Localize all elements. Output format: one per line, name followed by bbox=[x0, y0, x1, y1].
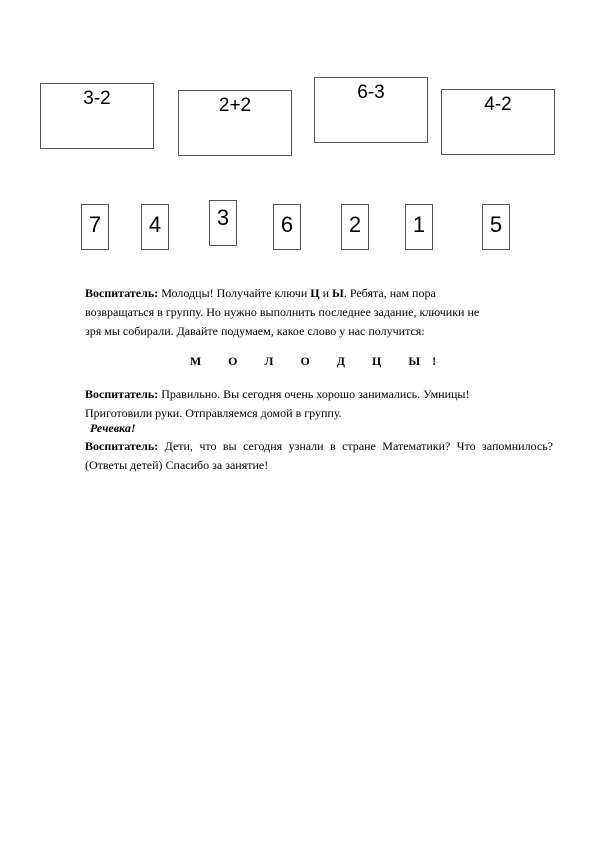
number-text: 4 bbox=[148, 212, 162, 237]
answer-word: М О Л О Д Ц Ы! bbox=[189, 354, 449, 368]
expression-card-3 bbox=[314, 77, 428, 143]
number-card-2 bbox=[141, 204, 169, 250]
number-card-5 bbox=[341, 204, 369, 250]
number-text: 2 bbox=[348, 212, 362, 237]
expression-text: 6-3 bbox=[357, 82, 385, 103]
text-segment: Правильно. Вы сегодня очень хорошо занимались. Умницы! bbox=[158, 387, 470, 401]
expression-card-1 bbox=[40, 83, 154, 149]
paragraph-teacher-3 bbox=[85, 437, 553, 475]
paragraph-teacher-2 bbox=[85, 385, 553, 423]
paragraph-line bbox=[85, 284, 553, 303]
number-text: 1 bbox=[412, 212, 426, 237]
number-text: 6 bbox=[280, 212, 294, 237]
speaker-label: Воспитатель: bbox=[85, 439, 159, 453]
number-card-4 bbox=[273, 204, 301, 250]
speaker-label: Воспитатель: bbox=[85, 286, 159, 300]
letter-key: Ы bbox=[332, 286, 344, 300]
paragraph-line: зря мы собирали. Давайте подумаем, какое слово у нас получится: bbox=[85, 324, 425, 338]
chant-label: Речевка! bbox=[90, 421, 136, 435]
paragraph-teacher-1 bbox=[85, 284, 553, 341]
paragraph-line: Приготовили руки. Отправляемся домой в группу. bbox=[85, 406, 342, 420]
text-segment: Дети, что вы сегодня узнали в стране Математики? Что запомнилось? (Ответы детей) Спасибо за занятие! bbox=[85, 439, 553, 472]
text-segment: и bbox=[319, 286, 333, 300]
number-text: 3 bbox=[216, 205, 230, 230]
text-segment: . Ребята, нам пора bbox=[343, 286, 436, 300]
expression-card-2 bbox=[178, 90, 292, 156]
number-card-6 bbox=[405, 204, 433, 250]
letter-key: Ц bbox=[310, 286, 320, 300]
number-card-1 bbox=[81, 204, 109, 250]
number-card-3 bbox=[209, 200, 237, 246]
speaker-label: Воспитатель: bbox=[85, 387, 159, 401]
expression-text: 3-2 bbox=[83, 88, 111, 109]
expression-card-4 bbox=[441, 89, 555, 155]
paragraph-line bbox=[85, 385, 553, 404]
expression-text: 2+2 bbox=[218, 95, 252, 116]
paragraph-line: возвращаться в группу. Но нужно выполнить последнее задание, ключики не bbox=[85, 305, 480, 319]
expression-text: 4-2 bbox=[484, 94, 512, 115]
number-card-7 bbox=[482, 204, 510, 250]
number-text: 5 bbox=[489, 212, 503, 237]
number-text: 7 bbox=[88, 212, 102, 237]
text-segment: Молодцы! Получайте ключи bbox=[158, 286, 311, 300]
